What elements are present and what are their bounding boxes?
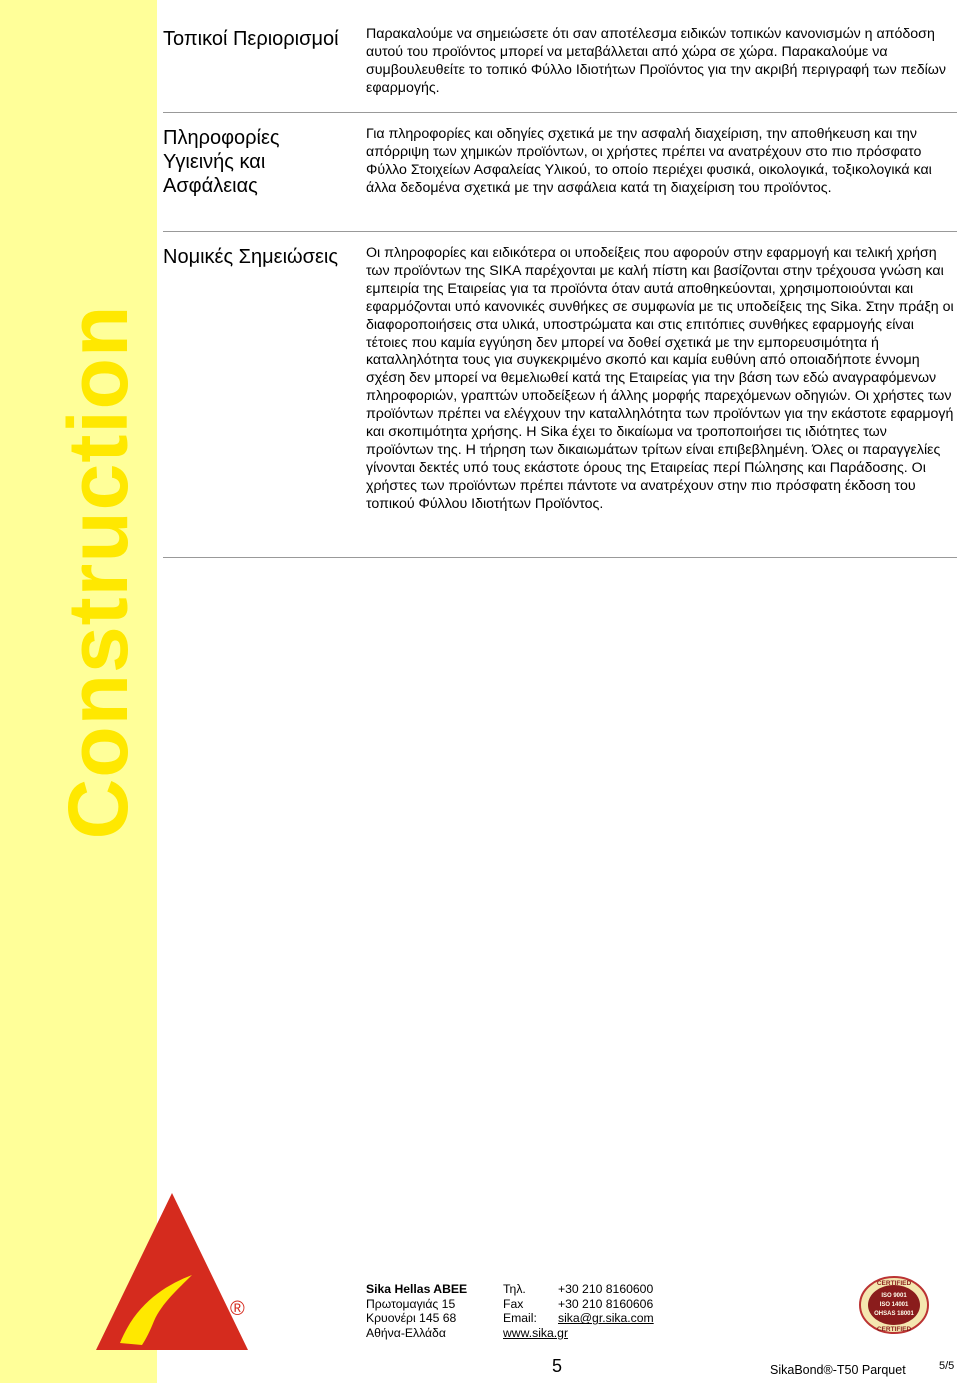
phone-label: Τηλ. [503,1282,526,1296]
sika-logo [96,1193,248,1350]
fax-value: +30 210 8160606 [558,1296,654,1311]
product-name: SikaBond®-T50 Parquet [770,1363,906,1377]
footer-company [366,1282,467,1340]
page-of-total: 5/5 [939,1360,955,1372]
divider [163,557,957,558]
cert-line-3: OHSAS 18001 [874,1311,914,1317]
heading-legal-notes: Νομικές Σημειώσεις [163,246,338,268]
company-postcode: Κρυονέρι 145 68 [366,1311,457,1326]
heading-local-restrictions: Τοπικοί Περιορισμοί [163,28,339,50]
cert-top-label: CERTIFIED [876,1280,912,1287]
phone-value: +30 210 8160600 [558,1282,654,1296]
company-street: Πρωτομαγιάς 15 [366,1296,456,1311]
registered-mark-icon: ® [230,1298,245,1320]
cert-line-2: ISO 14001 [879,1302,909,1308]
side-word-construction: Construction [51,304,145,840]
footer-contact-values [558,1282,654,1326]
certification-seal [858,1275,930,1335]
email-label: Email: [503,1311,537,1326]
cert-line-1: ISO 9001 [881,1293,907,1299]
page-number: 5 [552,1356,563,1376]
paragraph-local-restrictions: Παρακαλούμε να σημειώσετε ότι σαν αποτέλεσμα ειδικών τοπικών κανονισμών η απόδοση αυτού του προϊόντος μπορεί να μεταβάλλεται από χώρα σε χώρα. Παρακαλούμε να συμβουλευθείτε το τοπικό Φύλλο Ιδιοτήτων Προϊόντος για την ακριβή περιγραφή των πεδίων εφαρμογής. [366,26,946,96]
company-city: Αθήνα-Ελλάδα [366,1325,446,1340]
email-link[interactable]: sika@gr.sika.com [558,1311,654,1326]
company-name: Sika Hellas ABEE [366,1282,468,1296]
divider [163,112,957,113]
website-link[interactable]: www.sika.gr [503,1325,569,1340]
cert-bottom-label: CERTIFIED [876,1326,912,1333]
divider [163,231,957,232]
fax-label: Fax [503,1296,524,1311]
paragraph-health-safety: Για πληροφορίες και οδηγίες σχετικά με την ασφαλή διαχείριση, την αποθήκευση και την απόρριψη των χημικών προϊόντων, οι χρήστες πρέπει να ανατρέχουν στο πιο πρόσφατο Φύλλο Στοιχείων Ασφαλείας Υλικού, το οποίο περιέχει φυσικά, οικολογικά, τοξικολογικά και άλλα δεδομένα σχετικά με την ασφάλεια κατά τη διαχείριση του προϊόντος. [366,126,932,196]
paragraph-legal-notes: Οι πληροφορίες και ειδικότερα οι υποδείξεις που αφορούν στην εφαρμογή και τελική χρήση των προϊόντων της SIKA παρέχονται με καλή πίστη και βασίζονται στην τρέχουσα γνώση και εμπειρία της Εταιρείας για τα προϊόντα όταν αυτά αποθηκεύονται, χρησιμοποιούνται και εφαρμόζονται υπό κανονικές συνθήκες σε συμφωνία με τις υποδείξεις της Sika. Στην πράξη οι διαφοροποιήσεις στα υλικά, υποστρώματα και στις επιτόπιες συνθήκες εφαρμογής είναι τέτοιες που καμία εγγύηση δεν μπορεί να δοθεί σχετικά με την εμπορευσιμότητα ή καταλληλότητα τους για συγκεκριμένο σκοπό και καμία ευθύνη από οποιαδήποτε έννομη σχέση δεν μπορεί να θεμελιωθεί κατά της Εταιρείας για την βάση των εδώ αναγραφόμενων πληροφοριών, γραπτών υποδείξεων ή άλλης μορφής παρεχόμενων οδηγιών. Οι χρήστες των προϊόντων πρέπει να ελέγχουν την καταλληλότητα των προϊόντων για την εκάστοτε εφαρμογή και σκοπιμότητα χρήσης. Η Sika έχει το δικαίωμα να τροποποιήσει τις ιδιότητες των προϊόντων της. Η τήρηση των δικαιωμάτων τρίτων είναι επιβεβλημένη. Όλες οι παραγγελίες γίνονται δεκτές υπό τους εκάστοτε όρους της Εταιρείας περί Πώλησης και Παράδοσης. Οι χρήστες των προϊόντων πρέπει πάντοτε να ανατρέχουν στην πιο πρόσφατη έκδοση του τοπικού Φύλλου Ιδιοτήτων Προϊόντος. [366,245,954,512]
heading-health-safety: Πληροφορίες Υγιεινής και Ασφάλειας [163,127,280,197]
